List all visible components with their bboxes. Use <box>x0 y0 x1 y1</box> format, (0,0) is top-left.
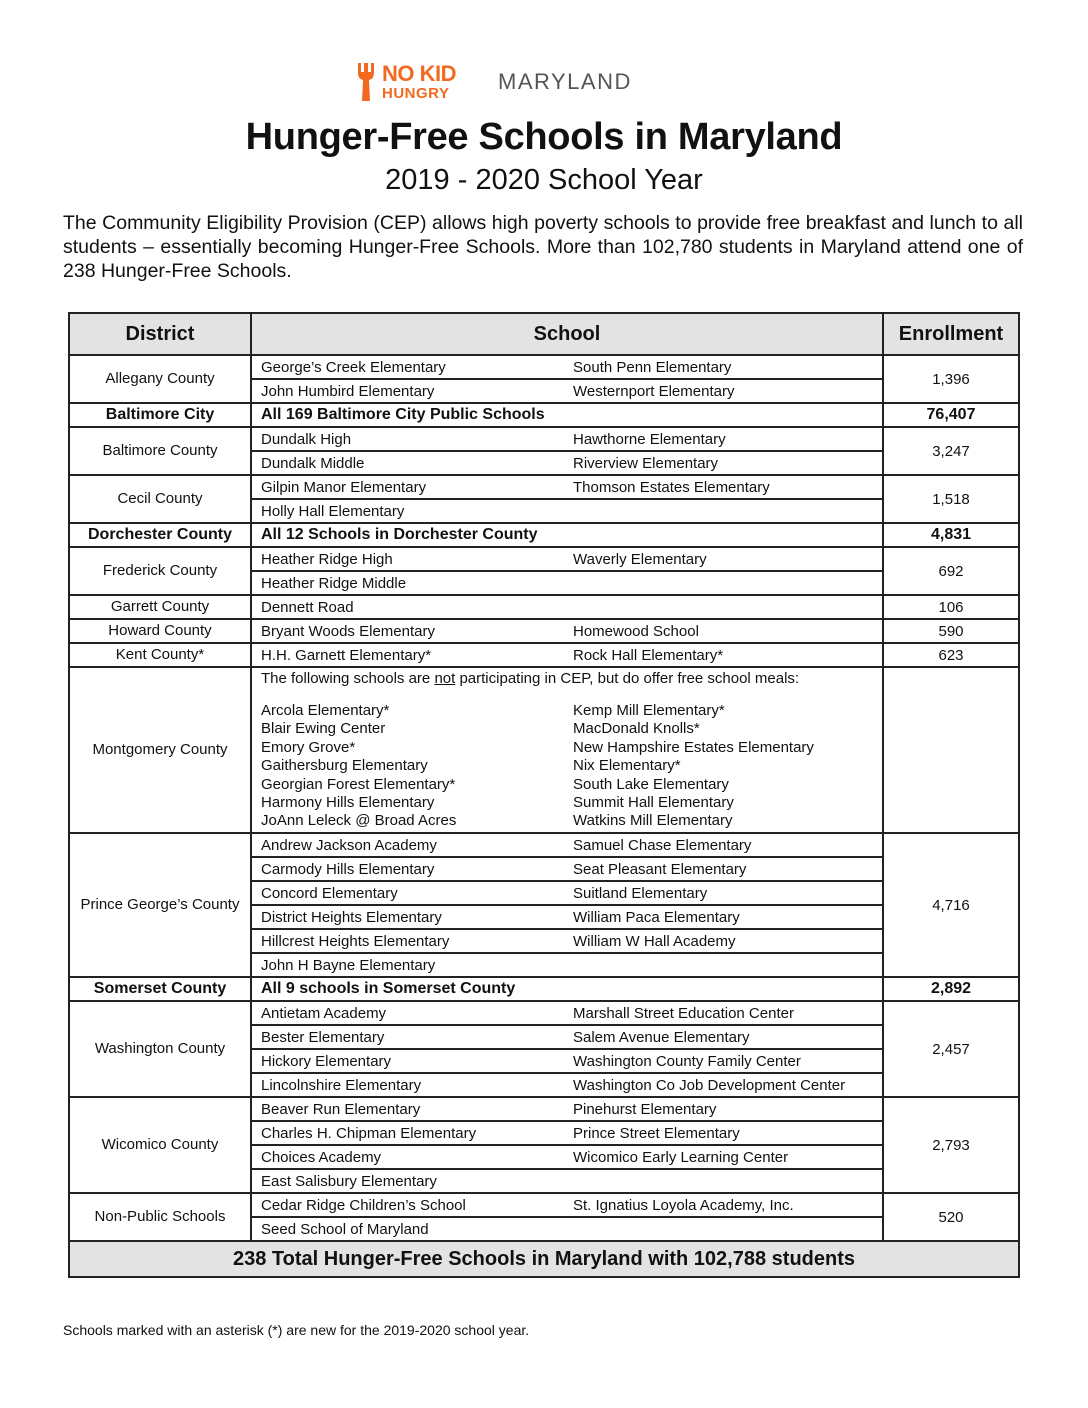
school-name: Harmony Hills Elementary <box>261 794 435 812</box>
school-name: Dundalk High <box>261 430 352 448</box>
page-title: Hunger-Free Schools in Maryland <box>245 116 843 158</box>
school-name: District Heights Elementary <box>261 908 442 926</box>
school-name: Seed School of Maryland <box>261 1220 429 1238</box>
school-cell <box>251 1025 883 1049</box>
note-emphasis: not <box>434 670 456 687</box>
school-cell <box>251 905 883 929</box>
footnote: Schools marked with an asterisk (*) are new for the 2019-2020 school year. <box>63 1322 530 1338</box>
total-row <box>69 1241 1019 1277</box>
school-cell <box>251 929 883 953</box>
school-name: William W Hall Academy <box>573 932 736 950</box>
school-name: Summit Hall Elementary <box>573 794 734 812</box>
school-name: John Humbird Elementary <box>261 382 435 400</box>
school-name: Samuel Chase Elementary <box>573 836 752 854</box>
table-row <box>69 977 1019 1001</box>
school-name: Marshall Street Education Center <box>573 1004 794 1022</box>
school-name: St. Ignatius Loyola Academy, Inc. <box>573 1196 794 1214</box>
school-name: Hickory Elementary <box>261 1052 392 1070</box>
enrollment-cell: 520 <box>883 1193 1019 1241</box>
enrollment-cell: 106 <box>883 595 1019 619</box>
school-cell <box>251 1001 883 1025</box>
school-name: Wicomico Early Learning Center <box>573 1148 789 1166</box>
district-cell: Frederick County <box>69 547 251 595</box>
school-name: Emory Grove* <box>261 738 356 756</box>
table-row <box>69 355 1019 379</box>
school-name: William Paca Elementary <box>573 908 740 926</box>
school-cell <box>251 595 883 619</box>
school-cell <box>251 427 883 451</box>
district-cell: Baltimore County <box>69 427 251 475</box>
school-name: Hillcrest Heights Elementary <box>261 932 450 950</box>
school-name: Westernport Elementary <box>573 382 735 400</box>
note-text: The following schools are <box>261 670 435 687</box>
school-name: Thomson Estates Elementary <box>573 478 770 496</box>
school-cell <box>251 667 883 833</box>
table-row <box>69 547 1019 571</box>
school-name: Gaithersburg Elementary <box>261 757 428 775</box>
logo-hungry: HUNGRY <box>382 85 450 102</box>
enrollment-cell: 1,396 <box>883 355 1019 403</box>
enrollment-cell: 590 <box>883 619 1019 643</box>
schools-table <box>68 312 1020 1278</box>
fork-figure-icon <box>354 61 378 103</box>
school-cell <box>251 1217 883 1241</box>
school-cell <box>251 1169 883 1193</box>
note-text: participating in CEP, but do offer free school meals: <box>455 670 800 687</box>
school-name: Georgian Forest Elementary* <box>261 775 456 793</box>
school-name: Hawthorne Elementary <box>573 430 726 448</box>
school-name: Homewood School <box>573 622 699 640</box>
logo-state: MARYLAND <box>498 69 632 94</box>
school-name: Dennett Road <box>261 598 354 616</box>
school-cell <box>251 1097 883 1121</box>
enrollment-cell <box>883 667 1019 833</box>
school-name: Heather Ridge Middle <box>261 574 407 592</box>
school-cell <box>251 833 883 857</box>
school-name: Dundalk Middle <box>261 454 365 472</box>
school-name: Charles H. Chipman Elementary <box>261 1124 477 1142</box>
school-cell <box>251 475 883 499</box>
enrollment-cell: 692 <box>883 547 1019 595</box>
school-cell <box>251 1049 883 1073</box>
district-cell: Montgomery County <box>69 667 251 833</box>
table-row <box>69 1001 1019 1025</box>
district-cell: Washington County <box>69 1001 251 1097</box>
school-name: Suitland Elementary <box>573 884 708 902</box>
school-name: Antietam Academy <box>261 1004 387 1022</box>
intro-paragraph: The Community Eligibility Provision (CEP) allows high poverty schools to provide free breakfast and lunch to all students – essentially becoming Hunger-Free Schools. More than 102,780 students in Maryland attend one of 238 Hunger-Free Schools. <box>63 212 1023 282</box>
school-name: South Penn Elementary <box>573 358 732 376</box>
school-name: South Lake Elementary <box>573 775 729 793</box>
school-cell: All 12 Schools in Dorchester County <box>251 523 883 547</box>
school-column <box>261 702 573 831</box>
school-name: Choices Academy <box>261 1148 382 1166</box>
school-name: Lincolnshire Elementary <box>261 1076 422 1094</box>
school-name: John H Bayne Elementary <box>261 956 436 974</box>
page-subtitle: 2019 - 2020 School Year <box>385 164 703 196</box>
school-name: Arcola Elementary* <box>261 702 390 719</box>
school-cell <box>251 953 883 977</box>
school-name: Kemp Mill Elementary* <box>573 702 725 719</box>
montgomery-school-list <box>252 702 882 831</box>
school-name: Rock Hall Elementary* <box>573 646 724 664</box>
school-cell <box>251 1121 883 1145</box>
school-cell <box>251 1145 883 1169</box>
district-cell: Prince George’s County <box>69 833 251 977</box>
school-name: MacDonald Knolls* <box>573 720 700 738</box>
district-cell: Howard County <box>69 619 251 643</box>
table-row <box>69 1193 1019 1217</box>
school-name: Andrew Jackson Academy <box>261 836 437 854</box>
school-name: Waverly Elementary <box>573 550 707 568</box>
school-cell <box>251 571 883 595</box>
total-cell: 238 Total Hunger-Free Schools in Maryland with 102,788 students <box>69 1241 1019 1277</box>
enrollment-cell: 2,793 <box>883 1097 1019 1193</box>
district-cell: Kent County* <box>69 643 251 667</box>
school-name: Bryant Woods Elementary <box>261 622 435 640</box>
school-name: Pinehurst Elementary <box>573 1100 717 1118</box>
enrollment-cell: 4,716 <box>883 833 1019 977</box>
school-name: East Salisbury Elementary <box>261 1172 437 1190</box>
school-cell <box>251 499 883 523</box>
school-name: H.H. Garnett Elementary* <box>261 646 432 664</box>
school-name: Concord Elementary <box>261 884 398 902</box>
logo-no-kid: NO KID <box>382 61 456 86</box>
school-cell <box>251 881 883 905</box>
school-cell <box>251 619 883 643</box>
montgomery-note <box>252 668 882 688</box>
school-name: Holly Hall Elementary <box>261 502 405 520</box>
school-cell <box>251 355 883 379</box>
school-name: Gilpin Manor Elementary <box>261 478 427 496</box>
school-cell <box>251 643 883 667</box>
district-cell: Wicomico County <box>69 1097 251 1193</box>
district-cell: Allegany County <box>69 355 251 403</box>
school-cell <box>251 1193 883 1217</box>
school-name: Bester Elementary <box>261 1028 385 1046</box>
school-cell <box>251 547 883 571</box>
school-name: Prince Street Elementary <box>573 1124 740 1142</box>
table-row <box>69 595 1019 619</box>
school-cell <box>251 1073 883 1097</box>
school-cell <box>251 857 883 881</box>
school-header: School <box>251 313 883 355</box>
school-name: Seat Pleasant Elementary <box>573 860 747 878</box>
school-cell: All 9 schools in Somerset County <box>251 977 883 1001</box>
enrollment-cell: 2,892 <box>883 977 1019 1001</box>
school-column <box>573 702 814 831</box>
school-cell <box>251 451 883 475</box>
table-header-row <box>69 313 1019 355</box>
school-name: Watkins Mill Elementary <box>573 812 733 830</box>
school-cell <box>251 379 883 403</box>
table-row <box>69 833 1019 857</box>
school-name: Riverview Elementary <box>573 454 719 472</box>
school-name: Beaver Run Elementary <box>261 1100 421 1118</box>
table-row <box>69 427 1019 451</box>
district-cell: Non-Public Schools <box>69 1193 251 1241</box>
table-row <box>69 643 1019 667</box>
table-row <box>69 1097 1019 1121</box>
district-cell: Garrett County <box>69 595 251 619</box>
school-name: George’s Creek Elementary <box>261 358 446 376</box>
school-cell: All 169 Baltimore City Public Schools <box>251 403 883 427</box>
table-row <box>69 475 1019 499</box>
school-name: JoAnn Leleck @ Broad Acres <box>261 812 457 830</box>
school-name: Washington Co Job Development Center <box>573 1076 846 1094</box>
enrollment-cell: 623 <box>883 643 1019 667</box>
district-cell: Baltimore City <box>69 403 251 427</box>
district-cell: Cecil County <box>69 475 251 523</box>
school-name: Carmody Hills Elementary <box>261 860 435 878</box>
district-cell: Somerset County <box>69 977 251 1001</box>
school-name: Heather Ridge High <box>261 550 393 568</box>
enrollment-cell: 2,457 <box>883 1001 1019 1097</box>
school-name: Cedar Ridge Children’s School <box>261 1196 466 1214</box>
school-name: Nix Elementary* <box>573 757 681 775</box>
table-row <box>69 619 1019 643</box>
district-cell: Dorchester County <box>69 523 251 547</box>
enrollment-cell: 76,407 <box>883 403 1019 427</box>
table-row <box>69 667 1019 833</box>
table-row <box>69 403 1019 427</box>
no-kid-hungry-logo <box>354 60 632 104</box>
school-name: Washington County Family Center <box>573 1052 801 1070</box>
enrollment-cell: 4,831 <box>883 523 1019 547</box>
enrollment-cell: 1,518 <box>883 475 1019 523</box>
school-name: Salem Avenue Elementary <box>573 1028 750 1046</box>
enrollment-cell: 3,247 <box>883 427 1019 475</box>
table-row <box>69 523 1019 547</box>
district-header: District <box>69 313 251 355</box>
enrollment-header: Enrollment <box>883 313 1019 355</box>
school-name: New Hampshire Estates Elementary <box>573 738 814 756</box>
school-name: Blair Ewing Center <box>261 720 386 738</box>
